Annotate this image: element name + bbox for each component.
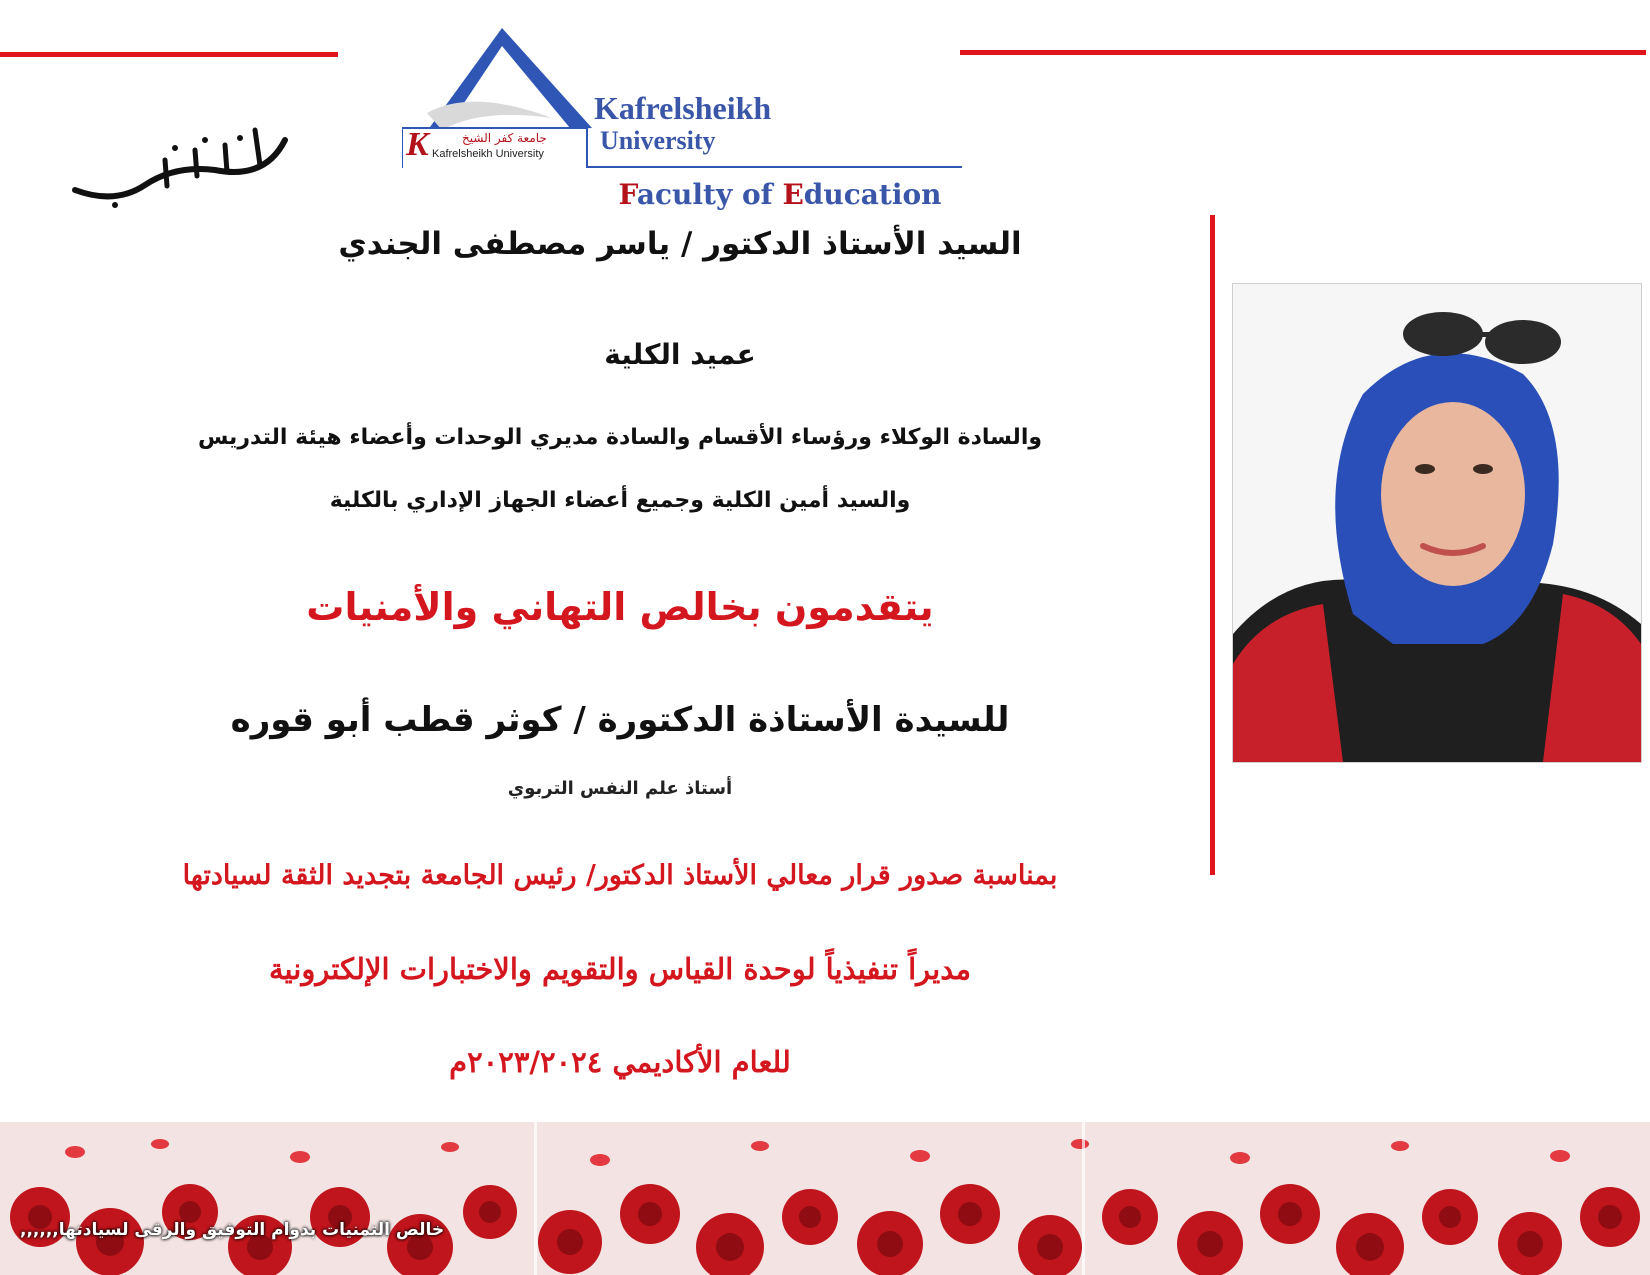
logo-title-line1 — [594, 90, 771, 127]
faculty-line2: Education — [782, 178, 942, 211]
staff-line-2: والسيد أمين الكلية وجميع أعضاء الجهاز الإداري بالكلية — [329, 488, 911, 513]
dean-name: السيد الأستاذ الدكتور / ياسر مصطفى الجندي — [338, 226, 1022, 262]
roses-banner — [0, 1122, 1650, 1275]
faculty-line1: Faculty of — [618, 178, 773, 211]
footer-wish: خالص التمنيات بدوام التوفيق والرقى لسيادتها,,,,,, — [20, 1220, 445, 1240]
staff-line-1: والسادة الوكلاء ورؤساء الأقسام والسادة مديري الوحدات وأعضاء هيئة التدريس — [197, 425, 1043, 450]
logo-title-text: Kafrelsheikh — [594, 90, 772, 126]
top-right-red-line — [960, 50, 1646, 55]
university-logo — [402, 18, 962, 168]
occasion-line-2: مديراً تنفيذياً لوحدة القياس والتقويم والاختبارات الإلكترونية — [268, 952, 972, 986]
dean-title: عميد الكلية — [604, 338, 756, 371]
logo-latin-small: Kafrelsheikh University — [432, 148, 544, 160]
roses-pattern-icon — [0, 1122, 1650, 1275]
logo-k-letter: K — [406, 126, 429, 163]
congrats-calligraphy — [55, 110, 295, 220]
portrait-illustration — [1233, 284, 1641, 762]
occasion-line-1: بمناسبة صدور قرار معالي الأستاذ الدكتور/ رئيس الجامعة بتجديد الثقة لسيادتها — [182, 860, 1058, 891]
honoree-name: للسيدة الأستاذة الدكتورة / كوثر قطب أبو قوره — [230, 700, 1010, 740]
faculty-name — [600, 178, 960, 211]
honoree-position: أستاذ علم النفس التربوي — [507, 778, 733, 799]
top-left-red-line — [0, 52, 338, 57]
greeting-title: يتقدمون بخالص التهاني والأمنيات — [306, 585, 934, 629]
occasion-line-3: للعام الأكاديمي ٢٠٢٣/٢٠٢٤م — [449, 1045, 791, 1079]
honoree-photo — [1232, 283, 1642, 763]
right-vertical-red-line — [1210, 215, 1215, 875]
logo-arabic-name: جامعة كفر الشيخ — [462, 131, 547, 145]
logo-title-line2: University — [600, 126, 716, 155]
